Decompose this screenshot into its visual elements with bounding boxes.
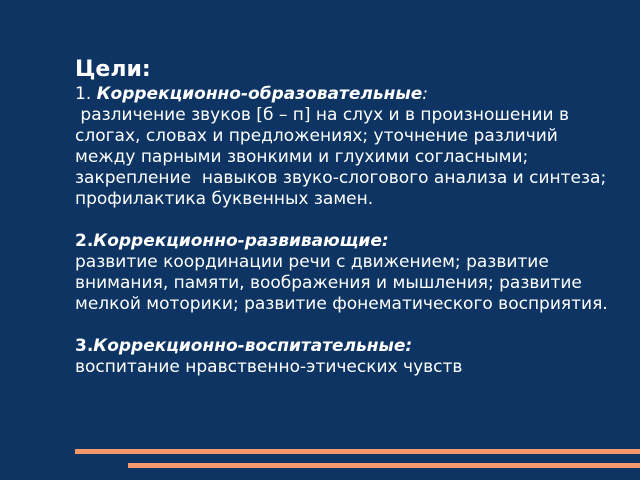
goal-2-number: 2.: [75, 231, 94, 251]
decorative-stripe-upper: [75, 449, 640, 454]
spacer: [75, 315, 615, 336]
goal-1-heading: [75, 84, 615, 105]
goal-3-name: Коррекционно-воспитательные:: [93, 336, 413, 356]
goal-3: [75, 336, 615, 378]
goal-1-number: 1.: [75, 84, 92, 104]
goal-1-name: Коррекционно-образовательные: [96, 84, 423, 104]
decorative-stripe-lower: [128, 463, 640, 468]
goal-3-text: воспитание нравственно-этических чувств: [75, 357, 463, 377]
slide-content: [75, 56, 615, 378]
goal-2-text: развитие координации речи с движением; развитие внимания, памяти, воображения и мышления; развитие мелкой моторики; развитие фонематического восприятия.: [75, 252, 608, 314]
goal-2-heading: [75, 231, 615, 252]
goal-2: [75, 231, 615, 315]
goal-1: [75, 84, 615, 210]
goal-3-heading: [75, 336, 615, 357]
slide-title: Цели:: [75, 57, 151, 82]
goal-1-colon: :: [422, 84, 428, 104]
spacer: [75, 210, 615, 231]
goal-3-number: 3.: [75, 336, 94, 356]
goal-2-name: Коррекционно-развивающие:: [93, 231, 389, 251]
goal-1-text: различение звуков [б – п] на слух и в произношении в слогах, словах и предложениях; уточнение различий между парными звонкими и глухими согласными; закрепление навыков звуко-слогового анализа и синтеза; профилактика буквенных замен.: [75, 105, 612, 209]
